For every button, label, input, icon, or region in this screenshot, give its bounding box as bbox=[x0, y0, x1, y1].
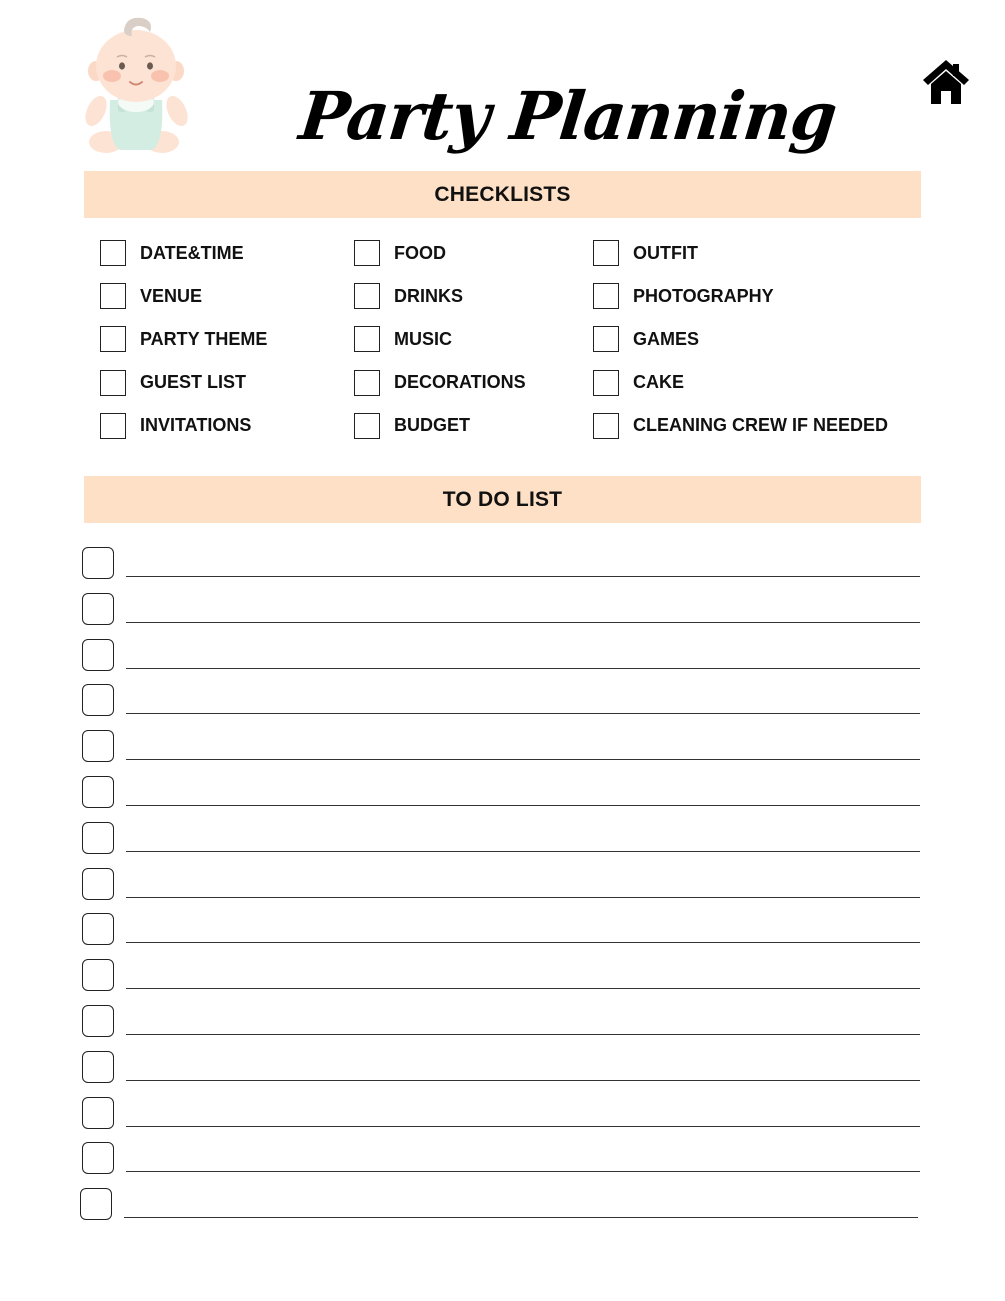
checkbox[interactable] bbox=[354, 326, 380, 352]
todo-write-line[interactable] bbox=[126, 897, 920, 898]
todo-row bbox=[82, 1097, 920, 1131]
checkbox[interactable] bbox=[593, 370, 619, 396]
todo-checkbox[interactable] bbox=[82, 547, 114, 579]
todo-write-line[interactable] bbox=[126, 759, 920, 760]
todo-write-line[interactable] bbox=[126, 851, 920, 852]
todo-checkbox[interactable] bbox=[82, 822, 114, 854]
todo-row bbox=[82, 868, 920, 902]
checklist-item[interactable] bbox=[593, 411, 888, 441]
checklist-label: GUEST LIST bbox=[140, 372, 247, 393]
checklist-label: DRINKS bbox=[394, 285, 464, 306]
checklist-item[interactable] bbox=[100, 238, 244, 268]
checklist-item[interactable] bbox=[100, 281, 202, 311]
checklist-item[interactable] bbox=[354, 324, 452, 354]
todo-row bbox=[82, 913, 920, 947]
todo-checkbox[interactable] bbox=[82, 1051, 114, 1083]
todo-row bbox=[82, 593, 920, 627]
todo-row bbox=[82, 1142, 920, 1176]
todo-row bbox=[82, 547, 920, 581]
todo-write-line[interactable] bbox=[126, 622, 920, 623]
baby-illustration bbox=[80, 14, 192, 156]
checkbox[interactable] bbox=[100, 283, 126, 309]
checklist-item[interactable] bbox=[593, 324, 699, 354]
todo-checkbox[interactable] bbox=[82, 959, 114, 991]
checklist-label: BUDGET bbox=[394, 415, 470, 436]
checklist-label: DECORATIONS bbox=[394, 372, 526, 393]
checklist-label: CLEANING CREW IF NEEDED bbox=[633, 415, 889, 436]
home-icon[interactable] bbox=[922, 58, 970, 106]
todo-checkbox[interactable] bbox=[82, 1005, 114, 1037]
todo-write-line[interactable] bbox=[126, 942, 920, 943]
todo-write-line[interactable] bbox=[124, 1217, 918, 1218]
checkbox[interactable] bbox=[100, 370, 126, 396]
checklist-item[interactable] bbox=[100, 368, 246, 398]
todo-row bbox=[82, 1051, 920, 1085]
todo-row bbox=[82, 1005, 920, 1039]
todo-write-line[interactable] bbox=[126, 1126, 920, 1127]
todo-row bbox=[82, 684, 920, 718]
todo-row bbox=[80, 1188, 918, 1222]
todo-write-line[interactable] bbox=[126, 668, 920, 669]
todo-checkbox[interactable] bbox=[82, 639, 114, 671]
checklist-label: VENUE bbox=[140, 285, 203, 306]
checklist-label: PARTY THEME bbox=[140, 328, 268, 349]
checklist-label: INVITATIONS bbox=[140, 415, 252, 436]
checkbox[interactable] bbox=[354, 413, 380, 439]
checkbox[interactable] bbox=[593, 240, 619, 266]
todo-checkbox[interactable] bbox=[82, 913, 114, 945]
todo-checkbox[interactable] bbox=[82, 1097, 114, 1129]
todo-write-line[interactable] bbox=[126, 988, 920, 989]
todo-checkbox[interactable] bbox=[82, 868, 114, 900]
checklist-label: FOOD bbox=[394, 242, 446, 263]
checklist-item[interactable] bbox=[354, 281, 463, 311]
checklist-item[interactable] bbox=[354, 368, 526, 398]
todo-checkbox[interactable] bbox=[80, 1188, 112, 1220]
checklist-item[interactable] bbox=[593, 368, 684, 398]
todo-write-line[interactable] bbox=[126, 1080, 920, 1081]
checklist-item[interactable] bbox=[354, 238, 446, 268]
todo-write-line[interactable] bbox=[126, 1034, 920, 1035]
checklist-item[interactable] bbox=[100, 324, 267, 354]
todo-checkbox[interactable] bbox=[82, 593, 114, 625]
todo-write-line[interactable] bbox=[126, 576, 920, 577]
todo-row bbox=[82, 730, 920, 764]
todo-row bbox=[82, 822, 920, 856]
checklist-label: PHOTOGRAPHY bbox=[633, 285, 774, 306]
checklist-label: MUSIC bbox=[394, 328, 452, 349]
checkbox[interactable] bbox=[354, 370, 380, 396]
checkbox[interactable] bbox=[100, 326, 126, 352]
checkbox[interactable] bbox=[593, 413, 619, 439]
todo-write-line[interactable] bbox=[126, 1171, 920, 1172]
todo-checkbox[interactable] bbox=[82, 776, 114, 808]
checklist-label: CAKE bbox=[633, 372, 685, 393]
todo-row bbox=[82, 959, 920, 993]
checkbox[interactable] bbox=[354, 240, 380, 266]
todo-write-line[interactable] bbox=[126, 713, 920, 714]
checklist-label: GAMES bbox=[633, 328, 700, 349]
checkbox[interactable] bbox=[100, 240, 126, 266]
todo-heading: TO DO LIST bbox=[84, 476, 921, 523]
checkbox[interactable] bbox=[354, 283, 380, 309]
checklist-item[interactable] bbox=[100, 411, 251, 441]
checklist-label: OUTFIT bbox=[633, 242, 698, 263]
checklists-heading: CHECKLISTS bbox=[84, 171, 921, 218]
checklist-item[interactable] bbox=[593, 281, 774, 311]
todo-row bbox=[82, 776, 920, 810]
todo-write-line[interactable] bbox=[126, 805, 920, 806]
checklist-item[interactable] bbox=[593, 238, 698, 268]
checkbox[interactable] bbox=[593, 283, 619, 309]
checkbox[interactable] bbox=[593, 326, 619, 352]
checklist-label: DATE&TIME bbox=[140, 242, 244, 263]
checkbox[interactable] bbox=[100, 413, 126, 439]
checklist-item[interactable] bbox=[354, 411, 470, 441]
todo-checkbox[interactable] bbox=[82, 1142, 114, 1174]
todo-checkbox[interactable] bbox=[82, 684, 114, 716]
todo-checkbox[interactable] bbox=[82, 730, 114, 762]
page-title: Party Planning bbox=[295, 77, 840, 155]
todo-row bbox=[82, 639, 920, 673]
